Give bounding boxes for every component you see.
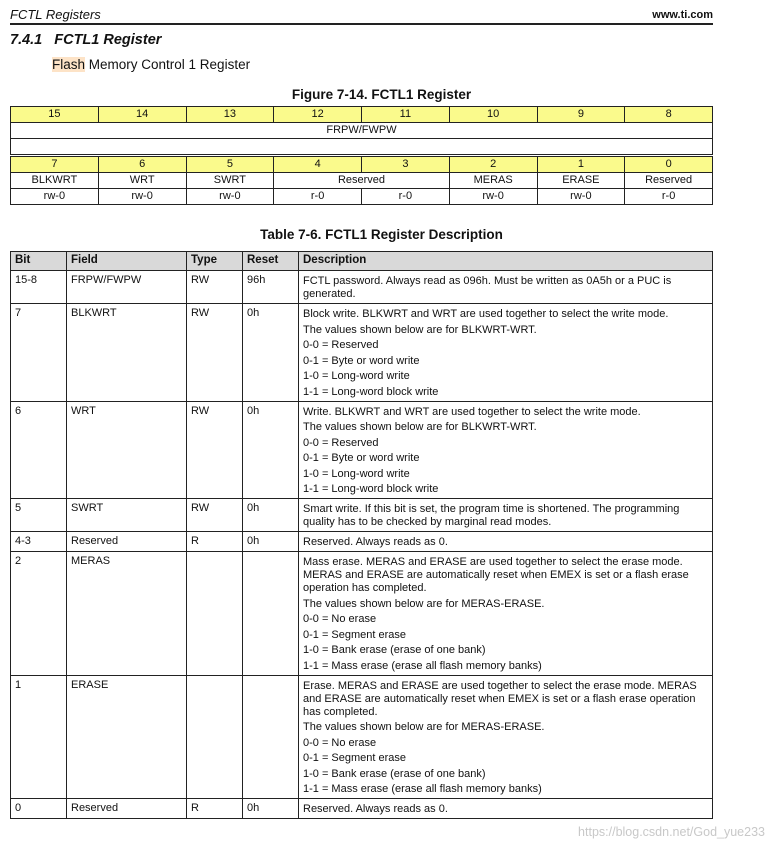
page-header-title: FCTL Registers	[10, 7, 101, 22]
register-field: BLKWRT	[11, 173, 99, 189]
cell-bit: 1	[11, 675, 67, 799]
description-line: 0-0 = Reserved	[303, 436, 379, 449]
cell-type: R	[187, 532, 243, 552]
page-header-site: www.ti.com	[652, 9, 713, 21]
bit-number: 11	[362, 107, 450, 123]
cell-field: FRPW/FWPW	[67, 271, 187, 304]
description-line: Reserved. Always reads as 0.	[303, 803, 448, 815]
table-row	[11, 532, 713, 552]
access-type: rw-0	[186, 189, 274, 205]
cell-reset: 0h	[243, 499, 299, 532]
description-line: Mass erase. MERAS and ERASE are used together to select the erase mode. MERAS and ERASE are automatically reset when EMEX is set or a flash erase operation has completed.	[303, 556, 689, 594]
description-line: 0-1 = Byte or word write	[303, 452, 420, 464]
column-header-bit: Bit	[11, 252, 67, 271]
bit-number: 10	[449, 107, 537, 123]
register-field: SWRT	[186, 173, 274, 189]
cell-bit: 4-3	[11, 532, 67, 552]
access-type: rw-0	[98, 189, 186, 205]
description-line: The values shown below are for BLKWRT-WRT.	[303, 323, 537, 336]
subtitle-text: Memory Control 1 Register	[85, 57, 251, 72]
cell-description	[299, 532, 713, 552]
description-line: 0-1 = Byte or word write	[303, 354, 420, 367]
register-field: Reserved	[625, 173, 713, 189]
register-field: ERASE	[537, 173, 625, 189]
cell-reset	[243, 675, 299, 799]
table-row	[11, 401, 713, 499]
cell-field: SWRT	[67, 499, 187, 532]
bit-number-row	[11, 107, 713, 123]
column-header-field: Field	[67, 252, 187, 271]
table-title: Table 7-6. FCTL1 Register Description	[260, 227, 503, 242]
bit-number-row	[11, 157, 713, 173]
cell-bit: 0	[11, 799, 67, 819]
register-field: Reserved	[274, 173, 450, 189]
access-type: rw-0	[11, 189, 99, 205]
cell-field: BLKWRT	[67, 304, 187, 402]
table-row	[11, 499, 713, 532]
cell-description	[299, 499, 713, 532]
description-line: Reserved. Always reads as 0.	[303, 536, 448, 548]
section-title	[10, 32, 161, 48]
description-line: Block write. BLKWRT and WRT are used together to select the write mode.	[303, 308, 669, 320]
cell-description	[299, 552, 713, 676]
description-line: 0-0 = No erase	[303, 613, 377, 625]
header-divider	[10, 23, 713, 25]
cell-type	[187, 552, 243, 676]
cell-type: RW	[187, 499, 243, 532]
register-field: MERAS	[449, 173, 537, 189]
cell-bit: 2	[11, 552, 67, 676]
section-subtitle	[52, 57, 250, 72]
description-line: 0-1 = Segment erase	[303, 752, 407, 764]
cell-type: RW	[187, 304, 243, 402]
cell-description	[299, 271, 713, 304]
bit-number: 12	[274, 107, 362, 123]
cell-type: RW	[187, 401, 243, 499]
cell-type: RW	[187, 271, 243, 304]
cell-description	[299, 401, 713, 499]
field-row	[11, 123, 713, 139]
cell-description	[299, 304, 713, 402]
register-field: WRT	[98, 173, 186, 189]
bit-number: 3	[362, 157, 450, 173]
cell-type: R	[187, 799, 243, 819]
register-description-table	[10, 251, 713, 819]
access-type: rw-0	[537, 189, 625, 205]
description-line: 0-1 = Segment erase	[303, 628, 407, 641]
description-line: 0-0 = Reserved	[303, 339, 379, 351]
access-type: r-0	[362, 189, 450, 205]
description-line: Smart write. If this bit is set, the program time is shortened. The programming quality has to be checked by marginal read modes.	[303, 503, 680, 528]
figure-title: Figure 7-14. FCTL1 Register	[291, 87, 472, 102]
bit-number: 1	[537, 157, 625, 173]
bit-number: 7	[11, 157, 99, 173]
column-header-description: Description	[299, 252, 713, 271]
access-row	[11, 139, 713, 155]
bit-number: 2	[449, 157, 537, 173]
highlighted-word: Flash	[52, 57, 86, 72]
cell-description	[299, 675, 713, 799]
table-header-row	[11, 252, 713, 271]
section-heading: FCTL1 Register	[54, 32, 162, 48]
watermark: https://blog.csdn.net/God_yue233	[578, 825, 765, 839]
bit-number: 4	[274, 157, 362, 173]
cell-field: ERASE	[67, 675, 187, 799]
table-row	[11, 675, 713, 799]
cell-description	[299, 799, 713, 819]
table-row	[11, 271, 713, 304]
description-line: Erase. MERAS and ERASE are used together to select the erase mode. MERAS and ERASE are automatically reset when EMEX is set or a flash erase operation has completed.	[303, 679, 697, 718]
cell-bit: 15-8	[11, 271, 67, 304]
section-number: 7.4.1	[10, 32, 43, 48]
cell-field: WRT	[67, 401, 187, 499]
cell-bit: 5	[11, 499, 67, 532]
bit-number: 15	[11, 107, 99, 123]
cell-reset: 0h	[243, 401, 299, 499]
cell-reset: 0h	[243, 304, 299, 402]
table-row	[11, 304, 713, 402]
description-line: The values shown below are for BLKWRT-WRT.	[303, 421, 537, 433]
access-type: rw-0	[449, 189, 537, 205]
description-line: 1-0 = Long-word write	[303, 467, 410, 480]
cell-bit: 7	[11, 304, 67, 402]
description-line: 0-0 = No erase	[303, 736, 377, 749]
description-line: The values shown below are for MERAS-ERASE.	[303, 721, 545, 733]
register-lower-byte	[10, 156, 713, 205]
cell-field: Reserved	[67, 799, 187, 819]
access-row	[11, 189, 713, 205]
bit-number: 13	[186, 107, 274, 123]
column-header-reset: Reset	[243, 252, 299, 271]
cell-reset: 0h	[243, 532, 299, 552]
access-empty	[11, 139, 713, 155]
description-line: Write. BLKWRT and WRT are used together to select the write mode.	[303, 405, 641, 418]
cell-field: Reserved	[67, 532, 187, 552]
description-line: 1-0 = Long-word write	[303, 370, 410, 382]
table-row	[11, 552, 713, 676]
cell-reset	[243, 552, 299, 676]
access-type: r-0	[274, 189, 362, 205]
bit-number: 0	[625, 157, 713, 173]
column-header-type: Type	[187, 252, 243, 271]
description-line: FCTL password. Always read as 096h. Must be written as 0A5h or a PUC is generated.	[303, 275, 672, 300]
register-upper-byte	[10, 106, 713, 155]
description-line: The values shown below are for MERAS-ERASE.	[303, 597, 545, 610]
bit-number: 9	[537, 107, 625, 123]
cell-field: MERAS	[67, 552, 187, 676]
cell-type	[187, 675, 243, 799]
register-field: FRPW/FWPW	[11, 123, 713, 139]
description-line: 1-1 = Long-word block write	[303, 483, 439, 495]
bit-number: 6	[98, 157, 186, 173]
description-line: 1-0 = Bank erase (erase of one bank)	[303, 644, 486, 656]
cell-reset: 0h	[243, 799, 299, 819]
cell-bit: 6	[11, 401, 67, 499]
bit-number: 8	[625, 107, 713, 123]
field-row	[11, 173, 713, 189]
description-line: 1-1 = Mass erase (erase all flash memory banks)	[303, 659, 542, 672]
bit-number: 14	[98, 107, 186, 123]
access-type: r-0	[625, 189, 713, 205]
description-line: 1-1 = Mass erase (erase all flash memory banks)	[303, 783, 542, 795]
bit-number: 5	[186, 157, 274, 173]
description-line: 1-1 = Long-word block write	[303, 385, 439, 398]
cell-reset: 96h	[243, 271, 299, 304]
description-line: 1-0 = Bank erase (erase of one bank)	[303, 767, 486, 780]
table-row	[11, 799, 713, 819]
table-body	[11, 271, 713, 819]
